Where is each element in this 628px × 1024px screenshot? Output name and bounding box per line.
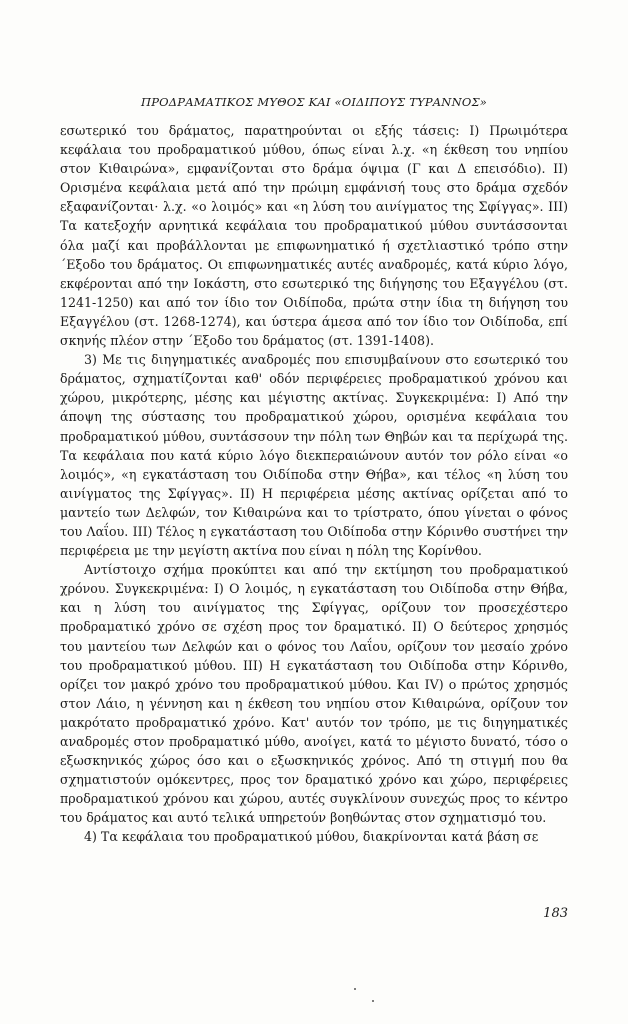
paragraph-continuation: εσωτερικό του δράματος, παρατηρούνται οι εξής τάσεις: I) Πρωιμότερα κεφάλαια του προδραματικού μύθου, όπως είναι λ.χ. «η έκθεση του νηπίου στον Κιθαιρώνα», εμφανίζονται στο δράμα όψιμα (Γ και Δ επεισόδιο). II) Ορισμένα κεφάλαια μετά από την πρώιμη εμφάνισή τους στο δράμα σχεδόν εξαφανίζονται· λ.χ. «ο λοιμός» και «η λύση του αινίγματος της Σφίγγας». III) Τα κατεξοχήν αρνητικά κεφάλαια του προδραματικού μύθου συντάσσονται όλα μαζί και προβάλλονται με επιφωνηματικό ή σχετλιαστικό τρόπο στην ´Εξοδο του δράματος. Οι επιφωνηματικές αυτές αναδρομές, κατά κύριο λόγο, εκφέρονται από την Ιοκάστη, στο εσωτερικό της διήγησης του Εξαγγέλου (στ. 1241-1250) και από τον ίδιο τον Οιδίποδα, πρώτα στην ίδια τη διήγηση του Εξαγγέλου (στ. 1268-1274), και ύστερα άμεσα από τον ίδιο τον Οιδίποδα, επί σκηνής πλέον στην ´Εξοδο του δράματος (στ. 1391-1408). xyxy=(60,123,568,349)
paragraph-4: 4) Τα κεφάλαια του προδραματικού μύθου, διακρίνονται κατά βάση σε xyxy=(84,829,539,845)
page-number: 183 xyxy=(543,906,568,921)
body-text xyxy=(60,121,568,847)
scan-speck xyxy=(354,988,356,990)
scan-speck xyxy=(372,1000,374,1002)
paragraph-3: 3) Με τις διηγηματικές αναδρομές που επισυμβαίνουν στο εσωτερικό του δράματος, σχηματίζονται καθ' οδόν περιφέρειες προδραματικού χρόνου και χώρου, μικρότερης, μέσης και μέγιστης ακτίνας. Συγκεκριμένα: I) Από την άποψη της σύστασης του προδραματικού χώρου, ορισμένα κεφάλαια του προδραματικού μύθου, συντάσσουν την πόλη των Θηβών και τα περίχωρά της. Τα κεφάλαια που κατά κύριο λόγο διεκπεραιώνουν αυτόν τον ρόλο είναι «ο λοιμός», «η εγκατάσταση του Οιδίποδα στην Θήβα», και τέλος «η λύση του αινίγματος της Σφίγγας». II) Η περιφέρεια μέσης ακτίνας ορίζεται από το μαντείο των Δελφών, τον Κιθαιρώνα και το τρίστρατο, όπου γίνεται ο φόνος του Λαΐου. III) Τέλος η εγκατάσταση του Οιδίποδα στην Κόρινθο συστήνει την περιφέρεια με την μεγίστη ακτίνα που είναι η πόλη της Κορίνθου. xyxy=(60,352,568,559)
running-head: ΠΡΟΔΡΑΜΑΤΙΚΟΣ ΜΥΘΟΣ ΚΑΙ «ΟΙΔΙΠΟΥΣ ΤΥΡΑΝΝΟΣ» xyxy=(140,95,488,109)
paragraph-chronos: Αντίστοιχο σχήμα προκύπτει και από την εκτίμηση του προδραματικού χρόνου. Συγκεκριμένα: I) Ο λοιμός, η εγκατάσταση του Οιδίποδα στην Θήβα, και η λύση του αινίγματος της Σφίγγας, ορίζουν τον προσεχέστερο προδραματικό χρόνο σε σχέση προς τον δραματικό. II) Ο δεύτερος χρησμός του μαντείου των Δελφών και ο φόνος του Λαΐου, ορίζουν τον μεσαίο χρόνο του προδραματικού μύθου. III) Η εγκατάσταση του Οιδίποδα στην Κόρινθο, ορίζει τον μακρό χρόνο του προδραματικού μύθου. Και IV) ο πρώτος χρησμός στον Λάιο, η γέννηση και η έκθεση του νηπίου στον Κιθαιρώνα, ορίζουν τον μακρότατο προδραματικό χρόνο. Κατ' αυτόν τον τρόπο, με τις διηγηματικές αναδρομές στον προδραματικό μύθο, ανοίγει, κατά το μέγιστο δυνατό, τόσο ο εξωσκηνικός χώρος όσο και ο εξωσκηνικός χρόνος. Από τη στιγμή που θα σχηματιστούν ομόκεντρες, προς τον δραματικό χρόνο και χώρο, περιφέρειες προδραματικού χρόνου και χώρου, αυτές συγκλίνουν συνεχώς προς το κέντρο του δράματος και αυτό τελικά υπηρετούν βοηθώντας στον σχηματισμό του. xyxy=(60,562,568,826)
